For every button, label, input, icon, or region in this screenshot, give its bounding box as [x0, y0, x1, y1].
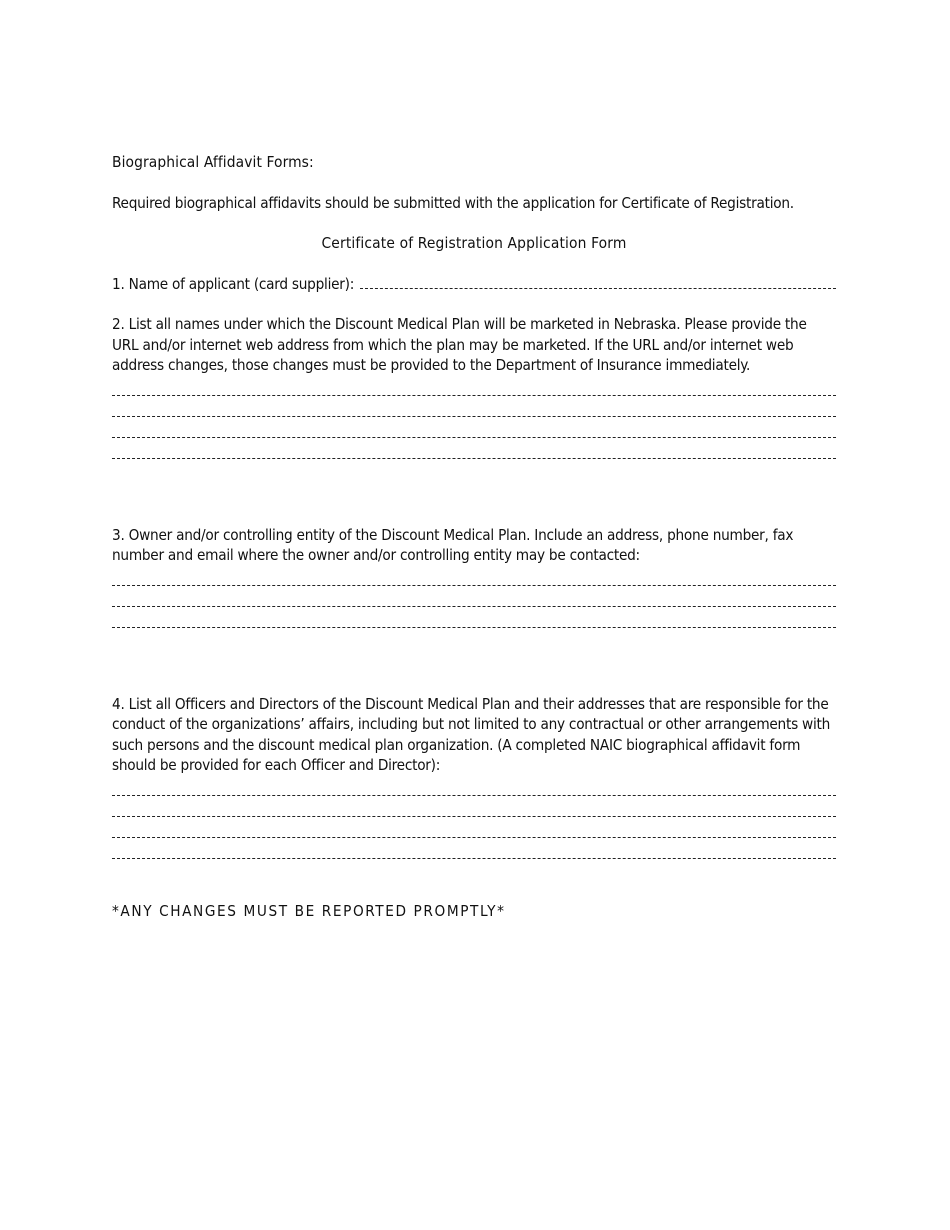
- section-heading: Biographical Affidavit Forms:: [112, 153, 314, 171]
- answer-line[interactable]: [112, 608, 836, 628]
- answer-line[interactable]: [112, 439, 836, 459]
- applicant-name-line[interactable]: [360, 288, 836, 289]
- answer-line[interactable]: [112, 384, 836, 396]
- spacer: [112, 459, 836, 505]
- answer-line[interactable]: [112, 818, 836, 838]
- question-2: 2. List all names under which the Discount Medical Plan will be marketed in Nebraska. Please provide the URL and/or internet web address from which the plan may be marketed. If the URL and/or internet web address changes, those changes must be provided to the Department of Insurance immediately.: [112, 315, 807, 374]
- answer-line[interactable]: [112, 574, 836, 586]
- form-content: [112, 150, 836, 921]
- spacer: [112, 628, 836, 674]
- answer-line[interactable]: [112, 418, 836, 438]
- question-4-answer-lines: [112, 784, 836, 859]
- question-2-answer-lines: [112, 384, 836, 459]
- question-3: 3. Owner and/or controlling entity of the Discount Medical Plan. Include an address, phone number, fax number and email where the owner and/or controlling entity may be contacted:: [112, 525, 794, 564]
- question-1-label: 1. Name of applicant (card supplier):: [112, 274, 355, 293]
- answer-line[interactable]: [112, 587, 836, 607]
- answer-line[interactable]: [112, 839, 836, 859]
- question-1: [112, 274, 836, 295]
- answer-line[interactable]: [112, 797, 836, 817]
- answer-line[interactable]: [112, 784, 836, 796]
- intro-paragraph: Required biographical affidavits should be submitted with the application for Certificate of Registration.: [112, 193, 794, 212]
- question-3-answer-lines: [112, 574, 836, 628]
- question-4: 4. List all Officers and Directors of the Discount Medical Plan and their addresses that are responsible for the conduct of the organizations’ affairs, including but not limited to any contractual or other arrangements with such persons and the discount medical plan organization. (A completed NAIC biographical affidavit form should be provided for each Officer and Director):: [112, 694, 831, 774]
- form-title: Certificate of Registration Application Form: [321, 234, 627, 252]
- answer-line[interactable]: [112, 397, 836, 417]
- changes-notice: *ANY CHANGES MUST BE REPORTED PROMPTLY*: [112, 901, 506, 920]
